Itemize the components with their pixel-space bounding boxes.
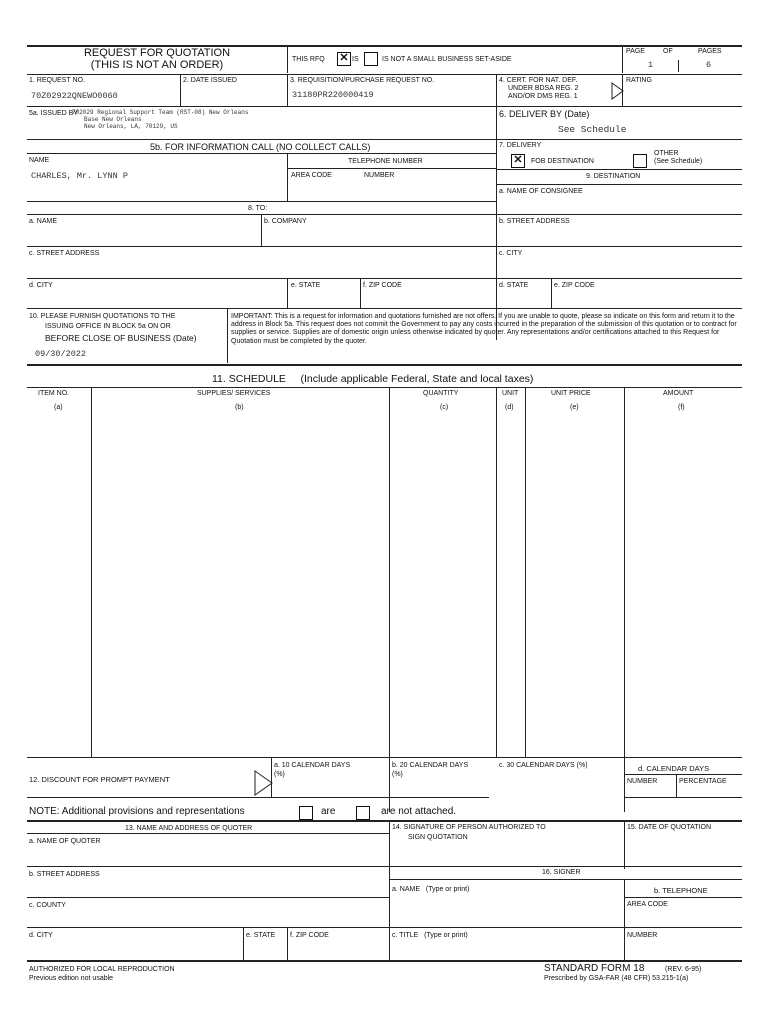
- requisition-label: 3. REQUISITION/PURCHASE REQUEST NO.: [290, 77, 435, 84]
- schedule-subtitle: (Include applicable Federal, State and local taxes): [300, 373, 534, 385]
- are-checkbox[interactable]: [299, 806, 313, 820]
- footer-left-2: Previous edition not usable: [29, 975, 114, 982]
- request-no-value: 70Z02922QNEWO0060: [31, 91, 118, 101]
- discount-label: 12. DISCOUNT FOR PROMPT PAYMENT: [29, 775, 170, 784]
- requisition-value: 31180PR220000419: [292, 90, 374, 100]
- quoter-name-label: a. NAME OF QUOTER: [29, 838, 101, 845]
- col-unit: UNIT: [502, 390, 519, 397]
- to-company-label: b. COMPANY: [264, 218, 307, 225]
- col-supplies: SUPPLIES/ SERVICES: [197, 390, 271, 397]
- consignee-label: a. NAME OF CONSIGNEE: [499, 188, 583, 195]
- signature-label-1: 14. SIGNATURE OF PERSON AUTHORIZED TO: [392, 824, 546, 831]
- cert-label-1: 4. CERT. FOR NAT. DEF.: [499, 77, 578, 84]
- dest-street-label: b. STREET ADDRESS: [499, 218, 570, 225]
- signer-label: 16. SIGNER: [542, 869, 581, 876]
- discount-a-label-2: (%): [274, 771, 285, 778]
- issued-by-label: 5a. ISSUED BY: [29, 110, 79, 117]
- area-code-label: AREA CODE: [291, 172, 332, 179]
- are-not-label: are not attached.: [381, 806, 457, 817]
- col-amount: AMOUNT: [663, 390, 694, 397]
- col-unit-letter: (d): [505, 404, 514, 411]
- delivery-label: 7. DELIVERY: [499, 142, 542, 149]
- signer-area-code-label: AREA CODE: [627, 901, 668, 908]
- signer-name-text: a. NAME: [392, 886, 421, 893]
- date-issued-label: 2. DATE ISSUED: [183, 77, 237, 84]
- info-call-label: 5b. FOR INFORMATION CALL (NO COLLECT CALLS): [150, 142, 371, 152]
- dest-city-label: c. CITY: [499, 250, 523, 257]
- signer-title-hint: (Type or print): [424, 932, 468, 939]
- furnish-line3: BEFORE CLOSE OF BUSINESS (Date): [45, 333, 197, 343]
- cert-label-3: AND/OR DMS REG. 1: [508, 93, 578, 100]
- signer-title-text: c. TITLE: [392, 932, 419, 939]
- furnish-line2: ISSUING OFFICE IN BLOCK 5a ON OR: [45, 323, 171, 330]
- other-label-2: (See Schedule): [654, 158, 703, 165]
- form-title-line1: REQUEST FOR QUOTATION: [83, 47, 231, 59]
- schedule-title: [212, 373, 533, 385]
- pages-value: 6: [706, 60, 712, 70]
- note-text: NOTE: Additional provisions and representations: [29, 806, 245, 817]
- issued-by-line2: Base New Orleans: [84, 116, 142, 123]
- discount-b-label-1: b. 20 CALENDAR DAYS: [392, 762, 469, 769]
- small-business-checkbox[interactable]: ✕: [337, 52, 351, 66]
- quoter-state-label: e. STATE: [246, 932, 276, 939]
- other-checkbox[interactable]: [633, 154, 647, 168]
- form-title-line2: (THIS IS NOT AN ORDER): [90, 59, 224, 71]
- footer-left-1: AUTHORIZED FOR LOCAL REPRODUCTION: [29, 966, 175, 973]
- dest-zip-label: e. ZIP CODE: [554, 282, 595, 289]
- schedule-title-text: 11. SCHEDULE: [212, 373, 286, 385]
- telephone-label: TELEPHONE NUMBER: [348, 158, 423, 165]
- are-label: are: [321, 806, 336, 817]
- form-rev: (REV. 6-95): [665, 966, 702, 973]
- discount-b-label-2: (%): [392, 771, 403, 778]
- furnish-line1: 10. PLEASE FURNISH QUOTATIONS TO THE: [29, 313, 176, 320]
- fob-destination-label: FOB DESTINATION: [531, 158, 594, 165]
- quoter-county-label: c. COUNTY: [29, 902, 66, 909]
- col-supplies-letter: (b): [235, 404, 244, 411]
- col-unit-price-letter: (e): [570, 404, 579, 411]
- to-zip-label: f. ZIP CODE: [363, 282, 402, 289]
- discount-c-label: c. 30 CALENDAR DAYS (%): [499, 762, 588, 769]
- page-label: PAGE: [626, 48, 645, 55]
- important-notice: IMPORTANT: This is a request for information and quotations furnished are not offers. If you are unable to quote, please so indicate on this form and return it to the address in Block 5a. This request does not commit the Government to pay any costs incurred in the preparation of the submission of this quotation or to contract for supplies or service. Supplies are of domestic origin unless otherwise indicated by quoter. Any representations and/or certifications attached to this Request for Quotation must be completed by the quoter.: [231, 313, 737, 345]
- fob-destination-checkbox[interactable]: ✕: [511, 154, 525, 168]
- to-city-label: d. CITY: [29, 282, 53, 289]
- to-label: 8. TO:: [248, 205, 268, 212]
- is-checkbox[interactable]: [364, 52, 378, 66]
- is-label: IS: [352, 56, 359, 63]
- prescribed-by: Prescribed by GSA-FAR (48 CFR) 53.215-1(a): [544, 975, 689, 982]
- quoter-city-label: d. CITY: [29, 932, 53, 939]
- signer-name-hint: (Type or print): [425, 886, 470, 893]
- this-rfq-label: THIS RFQ: [292, 56, 325, 63]
- col-quantity-letter: (c): [440, 404, 449, 411]
- issued-by-line3: New Orleans, LA, 70129, US: [84, 123, 178, 130]
- col-unit-price: UNIT PRICE: [551, 390, 591, 397]
- signer-number-label: NUMBER: [627, 932, 658, 939]
- request-no-label: 1. REQUEST NO.: [29, 77, 85, 84]
- to-street-label: c. STREET ADDRESS: [29, 250, 100, 257]
- deliver-by-label: 6. DELIVER BY (Date): [499, 109, 590, 119]
- discount-d-label: d. CALENDAR DAYS: [638, 764, 710, 773]
- form-name: STANDARD FORM 18: [544, 963, 645, 974]
- col-item-no: ITEM NO.: [38, 390, 70, 397]
- number-label: NUMBER: [364, 172, 395, 179]
- deliver-by-value: See Schedule: [558, 124, 627, 135]
- discount-percentage-label: PERCENTAGE: [679, 778, 727, 785]
- response-date-value: 09/30/2022: [35, 349, 87, 359]
- contact-name-value: CHARLES, Mr. LYNN P: [31, 171, 128, 181]
- dest-state-label: d. STATE: [499, 282, 529, 289]
- other-label-1: OTHER: [654, 150, 679, 157]
- page-value: 1: [648, 60, 654, 70]
- destination-label: 9. DESTINATION: [586, 173, 641, 180]
- col-quantity: QUANTITY: [423, 390, 459, 397]
- to-state-label: e. STATE: [291, 282, 321, 289]
- quoter-zip-label: f. ZIP CODE: [290, 932, 329, 939]
- col-amount-letter: (f): [678, 404, 685, 411]
- of-label: OF: [663, 48, 673, 55]
- form-title: [28, 47, 286, 71]
- date-of-quotation-label: 15. DATE OF QUOTATION: [627, 824, 712, 831]
- signature-label-2: SIGN QUOTATION: [408, 834, 468, 841]
- to-name-label: a. NAME: [29, 218, 58, 225]
- signer-name-label: [392, 886, 469, 894]
- rating-label: RATING: [626, 77, 652, 84]
- pages-label: PAGES: [698, 48, 722, 55]
- cert-label-2: UNDER BDSA REG. 2: [508, 85, 579, 92]
- quoter-street-label: b. STREET ADDRESS: [29, 871, 100, 878]
- signer-title-label: [392, 932, 468, 940]
- telephone-label-2: b. TELEPHONE: [654, 886, 708, 895]
- col-item-no-letter: (a): [54, 404, 63, 411]
- quoter-label: 13. NAME AND ADDRESS OF QUOTER: [125, 825, 253, 832]
- are-not-checkbox[interactable]: [356, 806, 370, 820]
- discount-number-label: NUMBER: [627, 778, 658, 785]
- name-label: NAME: [29, 157, 50, 164]
- set-aside-text: IS NOT A SMALL BUSINESS SET-ASIDE: [382, 56, 512, 63]
- issued-by-line1: 702029 Regional Support Team (RST-08) New Orleans: [72, 109, 249, 116]
- discount-a-label-1: a. 10 CALENDAR DAYS: [274, 762, 351, 769]
